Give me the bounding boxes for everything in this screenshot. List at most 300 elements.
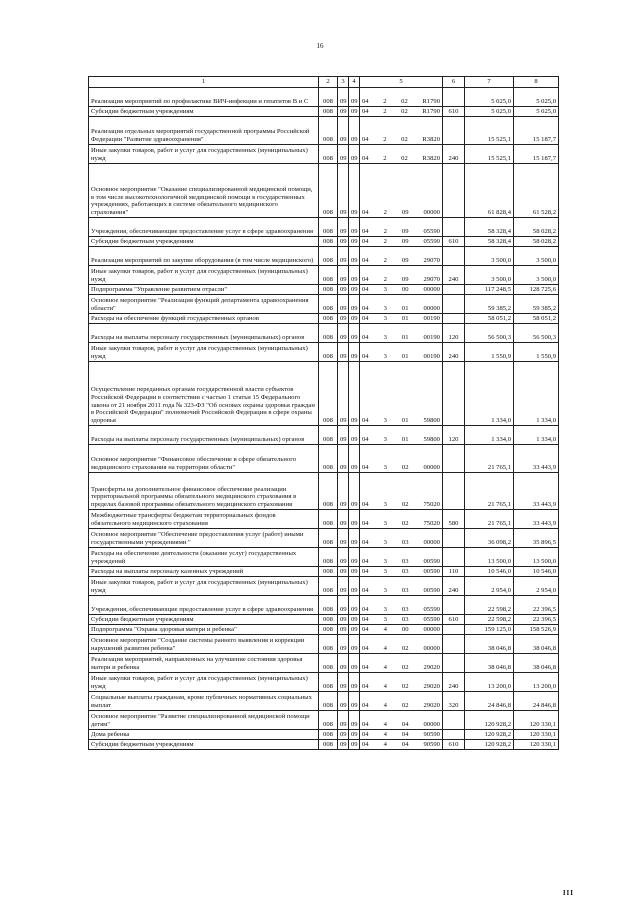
amount-col-7: 61 828,4: [465, 164, 514, 218]
target-article-parts: [362, 108, 440, 116]
subsection-code: 09: [349, 324, 360, 343]
amount-col-8: 2 954,0: [514, 577, 559, 596]
section-code: 09: [338, 117, 349, 145]
section-code: 09: [338, 692, 349, 711]
section-code: 09: [338, 314, 349, 324]
target-article-code: [360, 654, 443, 673]
target-article-code: [360, 247, 443, 266]
subsection-code: 09: [349, 654, 360, 673]
code-part: 4: [383, 702, 387, 710]
target-article-code: [360, 473, 443, 510]
subsection-code: 09: [349, 247, 360, 266]
expense-type-code: [443, 362, 465, 426]
amount-col-8: 58 051,2: [514, 314, 559, 324]
code-part: 02: [401, 501, 409, 509]
code-part: 4: [383, 721, 387, 729]
amount-col-7: 3 500,0: [465, 247, 514, 266]
code-part: 04: [362, 305, 369, 313]
amount-col-7: 2 954,0: [465, 577, 514, 596]
section-code: 09: [338, 529, 349, 548]
amount-col-8: 15 187,7: [514, 117, 559, 145]
target-article-parts: [362, 683, 440, 691]
expense-type-code: [443, 596, 465, 615]
ministry-code: 008: [319, 577, 338, 596]
expense-type-code: 240: [443, 577, 465, 596]
code-part: 04: [362, 539, 369, 547]
row-name: Реализация мероприятий по профилактике ВИЧ-инфекции и гепатитов В и С: [89, 88, 319, 107]
expense-type-code: [443, 314, 465, 324]
row-name: Расходы на обеспечение деятельности (оказание услуг) государственных учреждений: [89, 548, 319, 567]
expense-type-code: [443, 164, 465, 218]
table-row: [89, 615, 559, 625]
section-code: 09: [338, 324, 349, 343]
subsection-code: 09: [349, 285, 360, 295]
ministry-code: 008: [319, 510, 338, 529]
code-part: 04: [362, 353, 369, 361]
code-part: 04: [362, 721, 369, 729]
target-article-parts: [362, 741, 440, 749]
amount-col-8: 38 046,8: [514, 654, 559, 673]
code-part: 3: [383, 520, 387, 528]
ministry-code: 008: [319, 314, 338, 324]
amount-col-8: 56 500,3: [514, 324, 559, 343]
code-part: 01: [401, 353, 409, 361]
row-name: Расходы на выплаты персоналу государственных (муниципальных) органов: [89, 426, 319, 445]
target-article-parts: [362, 286, 440, 294]
subsection-code: 09: [349, 673, 360, 692]
subsection-code: 09: [349, 164, 360, 218]
expense-type-code: 610: [443, 615, 465, 625]
section-code: 09: [338, 740, 349, 750]
code-part: 01: [401, 417, 409, 425]
code-part: 02: [401, 702, 409, 710]
subsection-code: 09: [349, 625, 360, 635]
subsection-code: 09: [349, 577, 360, 596]
subsection-code: 09: [349, 117, 360, 145]
table-row: [89, 596, 559, 615]
code-part: 04: [362, 108, 369, 116]
code-part: 2: [383, 228, 387, 236]
expense-type-code: 610: [443, 740, 465, 750]
expense-type-code: [443, 247, 465, 266]
code-part: 02: [401, 520, 409, 528]
code-part: 04: [362, 606, 369, 614]
code-part: 4: [383, 645, 387, 653]
row-name: Основное мероприятие "Обеспечение предоставления услуг (работ) иными государственными учреждениями ": [89, 529, 319, 548]
subsection-code: 09: [349, 145, 360, 164]
section-code: 09: [338, 673, 349, 692]
target-article-code: [360, 237, 443, 247]
ministry-code: 008: [319, 88, 338, 107]
ministry-code: 008: [319, 692, 338, 711]
table-row: [89, 426, 559, 445]
code-part: 04: [362, 464, 369, 472]
section-code: 09: [338, 615, 349, 625]
code-part: 4: [383, 626, 387, 634]
budget-table: [88, 76, 559, 750]
amount-col-7: 58 051,2: [465, 314, 514, 324]
code-part: 09: [401, 228, 409, 236]
code-part: 29020: [423, 664, 440, 672]
code-part: 00000: [423, 626, 440, 634]
ministry-code: 008: [319, 266, 338, 285]
amount-col-8: 1 550,9: [514, 343, 559, 362]
subsection-code: 09: [349, 635, 360, 654]
code-part: 09: [401, 238, 409, 246]
amount-col-7: 3 500,0: [465, 266, 514, 285]
section-code: 09: [338, 285, 349, 295]
code-part: 2: [383, 136, 387, 144]
target-article-code: [360, 510, 443, 529]
code-part: 3: [383, 353, 387, 361]
code-part: 04: [362, 238, 369, 246]
amount-col-7: 15 525,1: [465, 145, 514, 164]
page-number: 16: [316, 42, 324, 50]
subsection-code: 09: [349, 740, 360, 750]
amount-col-7: 120 928,2: [465, 711, 514, 730]
code-part: 04: [362, 334, 369, 342]
code-part: R1790: [422, 108, 440, 116]
amount-col-8: 33 443,9: [514, 445, 559, 473]
ministry-code: 008: [319, 343, 338, 362]
row-name: Реализация мероприятий по закупке оборудования (в том числе медицинского): [89, 247, 319, 266]
code-part: 3: [383, 417, 387, 425]
table-row: [89, 473, 559, 510]
code-part: 00000: [423, 209, 440, 217]
table-row: [89, 88, 559, 107]
table-row: [89, 314, 559, 324]
table-row: [89, 247, 559, 266]
ministry-code: 008: [319, 635, 338, 654]
amount-col-7: 36 098,2: [465, 529, 514, 548]
ministry-code: 008: [319, 711, 338, 730]
amount-col-7: 59 385,2: [465, 295, 514, 314]
table-row: [89, 711, 559, 730]
target-article-code: [360, 673, 443, 692]
code-part: 00: [401, 286, 409, 294]
subsection-code: 09: [349, 730, 360, 740]
code-part: 04: [362, 315, 369, 323]
section-code: 09: [338, 266, 349, 285]
ministry-code: 008: [319, 247, 338, 266]
amount-col-8: 120 330,1: [514, 730, 559, 740]
amount-col-8: 35 896,5: [514, 529, 559, 548]
expense-type-code: 240: [443, 145, 465, 164]
amount-col-8: 120 330,1: [514, 711, 559, 730]
subsection-code: 09: [349, 218, 360, 237]
subsection-code: 09: [349, 314, 360, 324]
code-part: 04: [362, 286, 369, 294]
section-code: 09: [338, 711, 349, 730]
section-code: 09: [338, 730, 349, 740]
row-name: Основное мероприятие "Финансовое обеспечение в сфере обязательного медицинского страхования на территории области": [89, 445, 319, 473]
target-article-parts: [362, 721, 440, 729]
section-code: 09: [338, 295, 349, 314]
code-part: 75020: [423, 501, 440, 509]
code-part: 02: [401, 464, 409, 472]
expense-type-code: 240: [443, 343, 465, 362]
code-part: 04: [362, 209, 369, 217]
section-code: 09: [338, 145, 349, 164]
code-part: 04: [401, 721, 409, 729]
row-name: Иные закупки товаров, работ и услуг для государственных (муниципальных) нужд: [89, 577, 319, 596]
code-part: 3: [383, 587, 387, 595]
code-part: 2: [383, 276, 387, 284]
row-name: Субсидии бюджетным учреждениям: [89, 237, 319, 247]
subsection-code: 09: [349, 615, 360, 625]
amount-col-7: 10 546,0: [465, 567, 514, 577]
subsection-code: 09: [349, 237, 360, 247]
code-part: 03: [401, 539, 409, 547]
target-article-code: [360, 107, 443, 117]
code-part: R3820: [422, 136, 440, 144]
amount-col-7: 24 846,8: [465, 692, 514, 711]
target-article-parts: [362, 238, 440, 246]
ministry-code: 008: [319, 615, 338, 625]
expense-type-code: 610: [443, 237, 465, 247]
amount-col-7: 15 525,1: [465, 117, 514, 145]
code-part: 03: [401, 568, 409, 576]
expense-type-code: [443, 654, 465, 673]
code-part: 04: [362, 683, 369, 691]
section-code: 09: [338, 164, 349, 218]
expense-type-code: 580: [443, 510, 465, 529]
expense-type-code: [443, 548, 465, 567]
expense-type-code: 110: [443, 567, 465, 577]
row-name: Основное мероприятие "Создание системы раннего выявления и коррекции нарушений развития ребенка": [89, 635, 319, 654]
row-name: Основное мероприятие "Реализация функций департамента здравоохранения области": [89, 295, 319, 314]
amount-col-7: 117 248,5: [465, 285, 514, 295]
code-part: 90590: [423, 741, 440, 749]
section-code: 09: [338, 426, 349, 445]
code-part: 2: [383, 257, 387, 265]
target-article-code: [360, 295, 443, 314]
code-part: 3: [383, 315, 387, 323]
amount-col-7: 21 765,1: [465, 445, 514, 473]
target-article-parts: [362, 155, 440, 163]
target-article-code: [360, 266, 443, 285]
code-part: 00190: [423, 315, 440, 323]
code-part: 02: [401, 683, 409, 691]
table-row: [89, 285, 559, 295]
expense-type-code: [443, 730, 465, 740]
amount-col-8: 10 546,0: [514, 567, 559, 577]
amount-col-8: 5 025,0: [514, 88, 559, 107]
section-code: 09: [338, 548, 349, 567]
target-article-code: [360, 711, 443, 730]
expense-type-code: [443, 445, 465, 473]
subsection-code: 09: [349, 473, 360, 510]
amount-col-8: 33 443,9: [514, 510, 559, 529]
ministry-code: 008: [319, 529, 338, 548]
code-part: 4: [383, 664, 387, 672]
ministry-code: 008: [319, 324, 338, 343]
row-name: Учреждения, обеспечивающие предоставление услуг в сфере здравоохранения: [89, 596, 319, 615]
ministry-code: 008: [319, 285, 338, 295]
code-part: 01: [401, 305, 409, 313]
ministry-code: 008: [319, 567, 338, 577]
code-part: 09: [401, 257, 409, 265]
expense-type-code: [443, 711, 465, 730]
code-part: 04: [362, 558, 369, 566]
target-article-parts: [362, 501, 440, 509]
target-article-code: [360, 445, 443, 473]
expense-type-code: [443, 635, 465, 654]
code-part: 04: [362, 136, 369, 144]
code-part: 3: [383, 558, 387, 566]
section-code: 09: [338, 596, 349, 615]
expense-type-code: [443, 117, 465, 145]
expense-type-code: [443, 295, 465, 314]
ministry-code: 008: [319, 673, 338, 692]
ministry-code: 008: [319, 164, 338, 218]
row-name: Субсидии бюджетным учреждениям: [89, 107, 319, 117]
code-part: 04: [362, 645, 369, 653]
code-part: 3: [383, 286, 387, 294]
amount-col-7: 5 025,0: [465, 107, 514, 117]
code-part: R1790: [422, 98, 440, 106]
target-article-parts: [362, 228, 440, 236]
table-row: [89, 117, 559, 145]
subsection-code: 09: [349, 88, 360, 107]
amount-col-8: 33 443,9: [514, 473, 559, 510]
amount-col-8: 128 725,6: [514, 285, 559, 295]
code-part: 4: [383, 741, 387, 749]
target-article-parts: [362, 257, 440, 265]
row-name: Расходы на обеспечение функций государственных органов: [89, 314, 319, 324]
code-part: 4: [383, 731, 387, 739]
row-name: Межбюджетные трансферты бюджетам территориальных фондов обязательного медицинского страхования: [89, 510, 319, 529]
subsection-code: 09: [349, 426, 360, 445]
header-cell: 4: [349, 77, 360, 88]
target-article-code: [360, 164, 443, 218]
amount-col-7: 21 765,1: [465, 510, 514, 529]
amount-col-8: 58 028,2: [514, 218, 559, 237]
code-part: 04: [362, 731, 369, 739]
table-row: [89, 324, 559, 343]
code-part: 02: [401, 664, 409, 672]
expense-type-code: 320: [443, 692, 465, 711]
amount-col-8: 1 334,0: [514, 426, 559, 445]
section-code: 09: [338, 88, 349, 107]
code-part: 00000: [423, 539, 440, 547]
row-name: Иные закупки товаров, работ и услуг для государственных (муниципальных) нужд: [89, 266, 319, 285]
code-part: 04: [362, 228, 369, 236]
code-part: 00190: [423, 334, 440, 342]
ministry-code: 008: [319, 473, 338, 510]
section-code: 09: [338, 577, 349, 596]
table-row: [89, 567, 559, 577]
target-article-parts: [362, 702, 440, 710]
code-part: 03: [401, 558, 409, 566]
ministry-code: 008: [319, 426, 338, 445]
section-code: 09: [338, 654, 349, 673]
table-row: [89, 237, 559, 247]
code-part: 02: [401, 98, 408, 106]
section-code: 09: [338, 362, 349, 426]
code-part: 02: [401, 155, 408, 163]
target-article-parts: [362, 606, 440, 614]
amount-col-8: 5 025,0: [514, 107, 559, 117]
expense-type-code: [443, 285, 465, 295]
ministry-code: 008: [319, 445, 338, 473]
amount-col-7: 13 200,0: [465, 673, 514, 692]
target-article-code: [360, 218, 443, 237]
row-name: Трансферты на дополнительное финансовое обеспечение реализации территориальной программы обязательного медицинского страхования в пределах базовой программы обязательного медицинского страхования: [89, 473, 319, 510]
amount-col-7: 56 500,3: [465, 324, 514, 343]
section-code: 09: [338, 343, 349, 362]
code-part: 09: [401, 276, 409, 284]
target-article-code: [360, 740, 443, 750]
code-part: 90590: [423, 731, 440, 739]
code-part: 04: [362, 417, 369, 425]
footer-mark: III: [562, 889, 574, 897]
code-part: 02: [401, 645, 409, 653]
ministry-code: 008: [319, 362, 338, 426]
target-article-parts: [362, 616, 440, 624]
code-part: 2: [383, 98, 387, 106]
code-part: 00000: [423, 286, 440, 294]
target-article-code: [360, 596, 443, 615]
table-row: [89, 625, 559, 635]
code-part: 4: [383, 683, 387, 691]
code-part: 04: [362, 501, 369, 509]
row-name: Осуществление переданных органам государственной власти субъектов Российской Федерации в соответствии с частью 1 статьи 15 Федерального закона от 21 ноября 2011 года № 323-ФЗ "Об основах охраны здоровья граждан в Российской Федерации" полномочий Российской Федерации в сфере охраны здоровья: [89, 362, 319, 426]
amount-col-7: 21 765,1: [465, 473, 514, 510]
target-article-parts: [362, 436, 440, 444]
code-part: 04: [362, 741, 369, 749]
table-row: [89, 445, 559, 473]
row-name: Иные закупки товаров, работ и услуг для государственных (муниципальных) нужд: [89, 673, 319, 692]
amount-col-8: 3 500,0: [514, 247, 559, 266]
row-name: Иные закупки товаров, работ и услуг для государственных (муниципальных) нужд: [89, 145, 319, 164]
subsection-code: 09: [349, 343, 360, 362]
code-part: 2: [383, 155, 387, 163]
amount-col-7: 1 334,0: [465, 362, 514, 426]
row-name: Реализация мероприятий, направленных на улучшение состояния здоровья матери и ребенка: [89, 654, 319, 673]
code-part: 04: [401, 741, 409, 749]
table-row: [89, 362, 559, 426]
target-article-parts: [362, 209, 440, 217]
target-article-code: [360, 314, 443, 324]
code-part: 04: [362, 257, 369, 265]
amount-col-8: 59 385,2: [514, 295, 559, 314]
code-part: 00000: [423, 645, 440, 653]
code-part: 3: [383, 436, 387, 444]
code-part: 05590: [423, 228, 440, 236]
target-article-parts: [362, 587, 440, 595]
expense-type-code: [443, 473, 465, 510]
expense-type-code: 610: [443, 107, 465, 117]
row-name: Основное мероприятие "Развитие специализированной медицинской помощи детям": [89, 711, 319, 730]
code-part: 59800: [423, 417, 440, 425]
subsection-code: 09: [349, 295, 360, 314]
code-part: 01: [401, 436, 409, 444]
code-part: 2: [383, 209, 387, 217]
code-part: 03: [401, 606, 409, 614]
row-name: Подпрограмма "Охрана здоровья матери и ребенка": [89, 625, 319, 635]
amount-col-8: 120 330,1: [514, 740, 559, 750]
target-article-parts: [362, 520, 440, 528]
code-part: 05590: [423, 238, 440, 246]
amount-col-7: 120 928,2: [465, 730, 514, 740]
target-article-parts: [362, 353, 440, 361]
code-part: 04: [362, 702, 369, 710]
table-row: [89, 692, 559, 711]
code-part: 2: [383, 108, 387, 116]
code-part: 04: [401, 731, 409, 739]
ministry-code: 008: [319, 295, 338, 314]
